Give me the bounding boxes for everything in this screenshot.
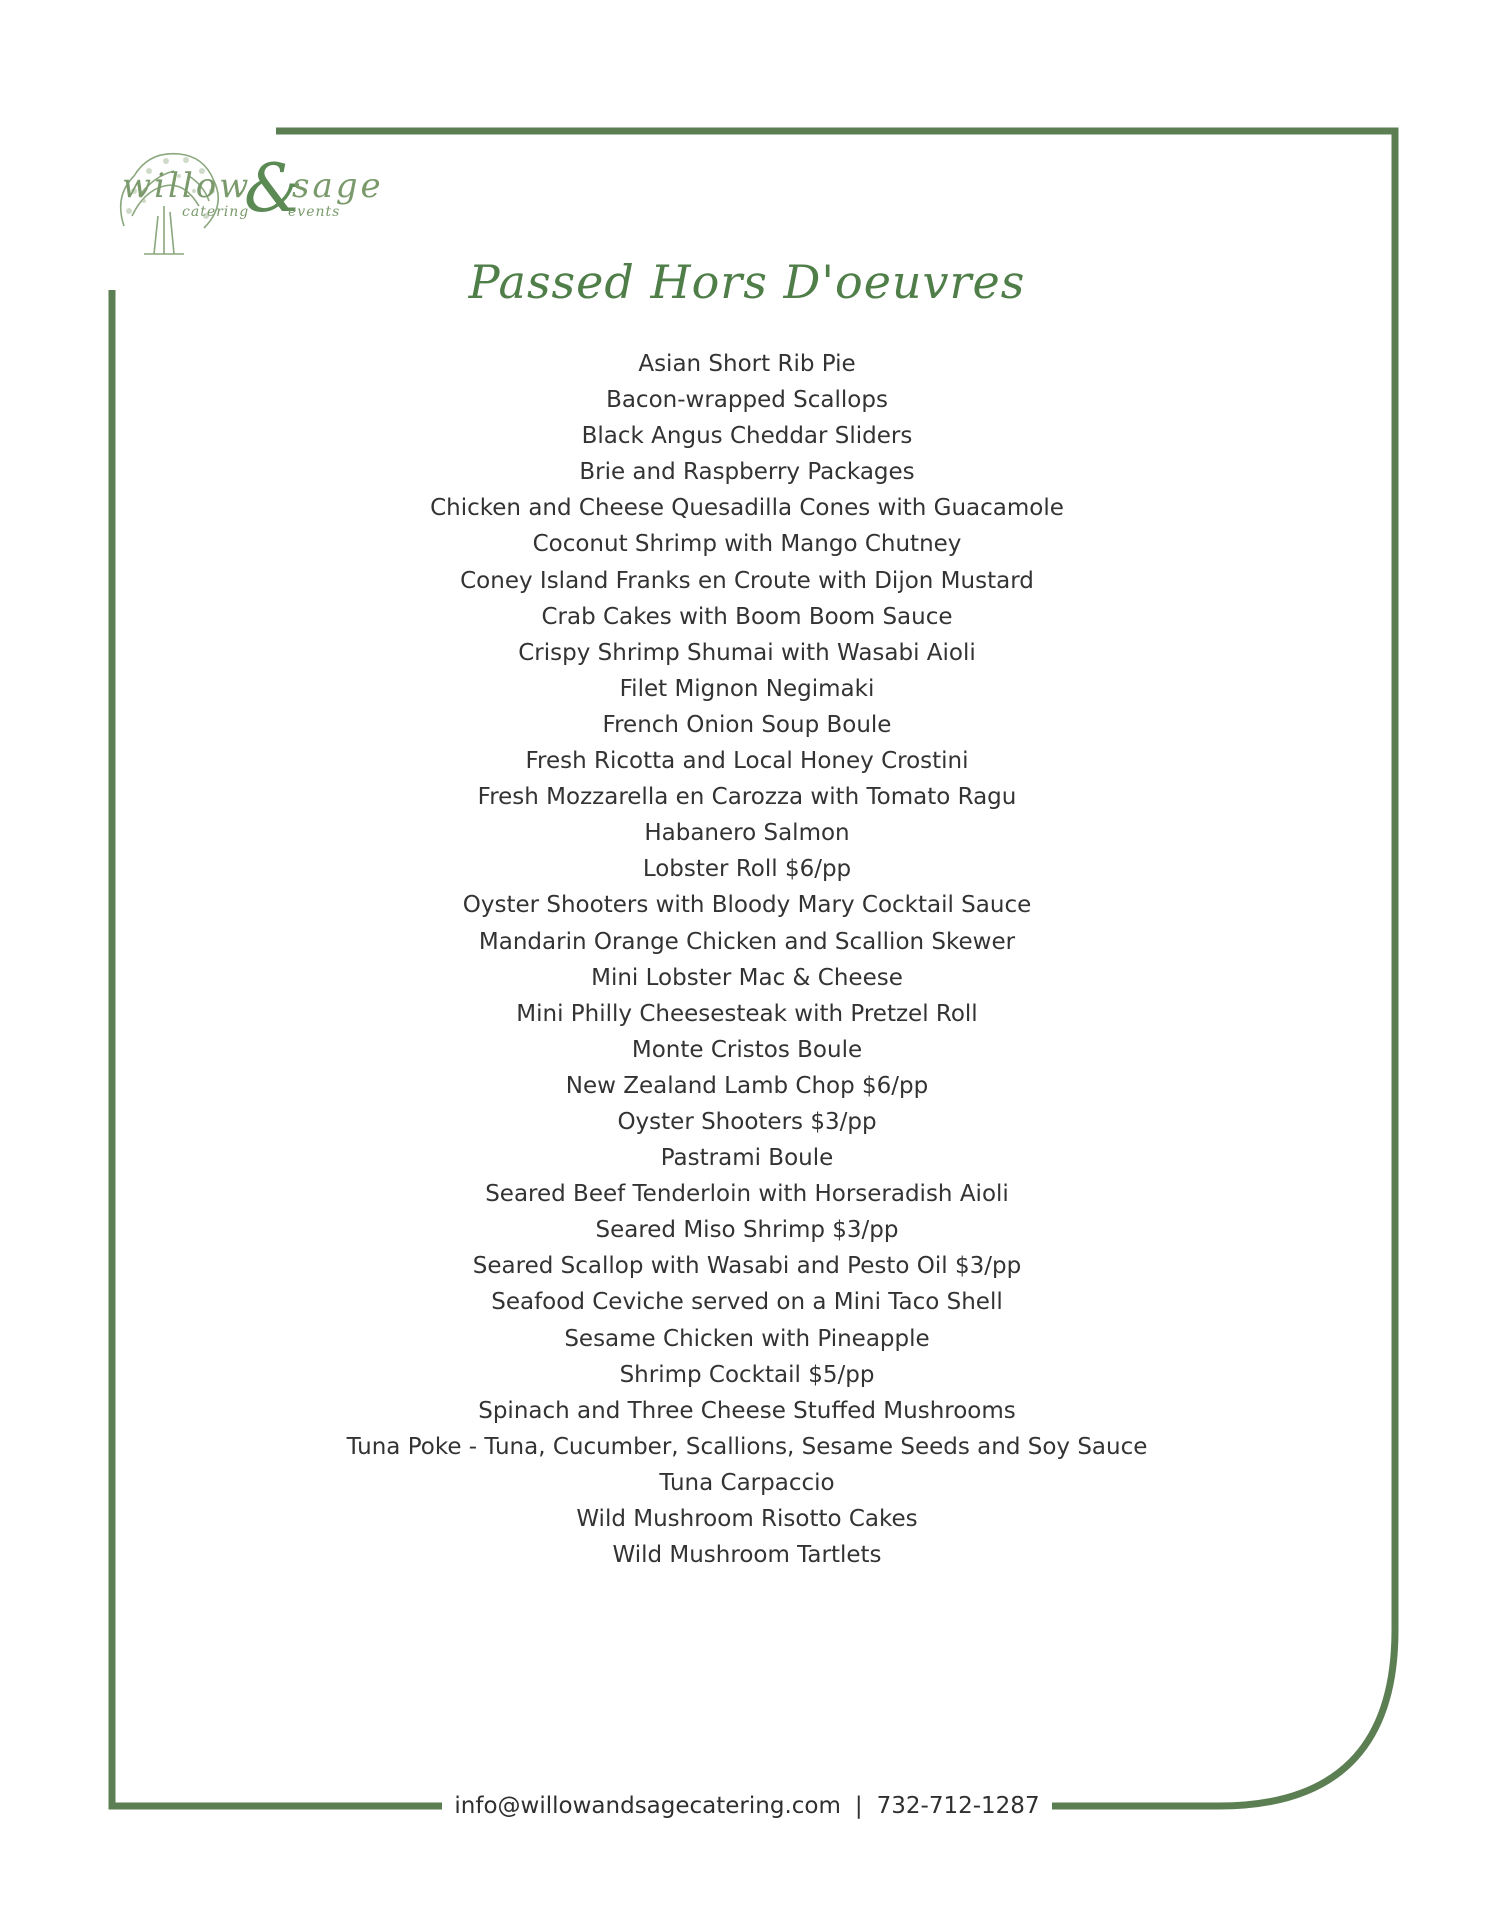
menu-item: Sesame Chicken with Pineapple xyxy=(564,1325,930,1352)
menu-item: French Onion Soup Boule xyxy=(602,711,892,738)
menu-item: Tuna Poke - Tuna, Cucumber, Scallions, Sesame Seeds and Soy Sauce xyxy=(346,1433,1148,1460)
footer-email[interactable]: info@willowandsagecatering.com xyxy=(454,1793,841,1819)
menu-item: Spinach and Three Cheese Stuffed Mushrooms xyxy=(478,1397,1016,1424)
menu-item: Pastrami Boule xyxy=(660,1145,834,1172)
menu-item: Mini Philly Cheesesteak with Pretzel Roll xyxy=(516,1000,978,1027)
menu-item: Brie and Raspberry Packages xyxy=(579,459,915,486)
menu-item: Black Angus Cheddar Sliders xyxy=(581,423,913,450)
menu-item: Seared Miso Shrimp $3/pp xyxy=(595,1217,899,1244)
menu-item: Oyster Shooters with Bloody Mary Cocktail Sauce xyxy=(462,892,1032,919)
menu-item-list xyxy=(300,346,1194,1573)
logo-word-willow: willow xyxy=(122,166,252,206)
menu-item: Tuna Carpaccio xyxy=(659,1469,835,1496)
menu-item: Chicken and Cheese Quesadilla Cones with Guacamole xyxy=(430,495,1064,522)
menu-item: Oyster Shooters $3/pp xyxy=(617,1108,877,1135)
footer-contact xyxy=(0,1791,1494,1821)
menu-item: Coconut Shrimp with Mango Chutney xyxy=(532,531,962,558)
footer-separator: | xyxy=(854,1793,863,1819)
menu-item: Seared Beef Tenderloin with Horseradish Aioli xyxy=(485,1181,1009,1208)
menu-item: Wild Mushroom Risotto Cakes xyxy=(576,1506,918,1532)
menu-item: Monte Cristos Boule xyxy=(631,1036,863,1063)
menu-item: Crispy Shrimp Shumai with Wasabi Aioli xyxy=(518,639,976,666)
menu-item: Filet Mignon Negimaki xyxy=(619,675,875,702)
menu-item: New Zealand Lamb Chop $6/pp xyxy=(565,1072,929,1099)
menu-item: Habanero Salmon xyxy=(644,820,850,847)
menu-item: Seafood Ceviche served on a Mini Taco Shell xyxy=(491,1289,1003,1316)
page-title: Passed Hors D'oeuvres xyxy=(468,255,1026,309)
menu-item: Mini Lobster Mac & Cheese xyxy=(591,964,903,991)
menu-item: Shrimp Cocktail $5/pp xyxy=(619,1361,875,1388)
menu-item: Bacon-wrapped Scallops xyxy=(606,387,888,414)
footer-contact-line xyxy=(448,1791,1045,1821)
logo-word-sage: sage xyxy=(292,166,384,206)
menu-item: Fresh Ricotta and Local Honey Crostini xyxy=(525,748,969,775)
menu-item: Asian Short Rib Pie xyxy=(638,351,856,377)
menu-item: Wild Mushroom Tartlets xyxy=(612,1542,882,1569)
menu-item: Fresh Mozzarella en Carozza with Tomato Ragu xyxy=(477,784,1017,811)
logo-sub-catering: catering xyxy=(182,204,250,220)
menu-item: Lobster Roll $6/pp xyxy=(642,856,852,883)
company-logo xyxy=(104,136,394,266)
menu-item: Crab Cakes with Boom Boom Sauce xyxy=(541,603,953,630)
menu-item: Mandarin Orange Chicken and Scallion Skewer xyxy=(478,928,1016,955)
logo-ampersand: & xyxy=(244,150,303,227)
menu-item: Coney Island Franks en Croute with Dijon Mustard xyxy=(460,567,1034,594)
logo-sub-events: events xyxy=(288,204,341,220)
menu-item: Seared Scallop with Wasabi and Pesto Oil $3/pp xyxy=(472,1253,1022,1280)
footer-phone[interactable]: 732-712-1287 xyxy=(876,1793,1040,1819)
